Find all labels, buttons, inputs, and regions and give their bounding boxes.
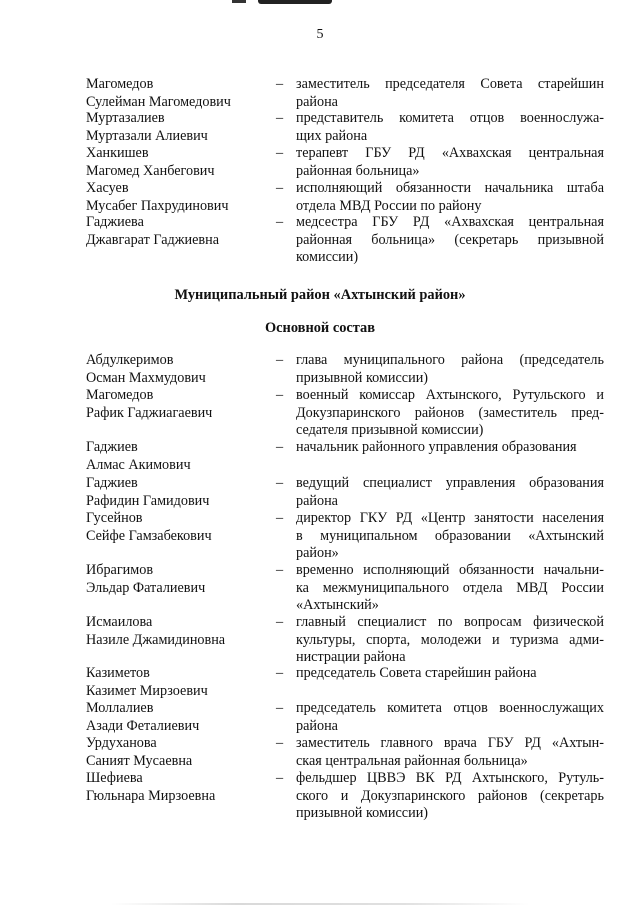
member-name-line: Муртазалиев: [86, 110, 165, 126]
member-position-line: в муниципальном образовании «Ахтынский: [296, 527, 604, 544]
dash-separator: –: [276, 562, 284, 578]
member-name-line: Саният Мусаевна: [86, 752, 193, 769]
member-position-line: комиссии): [296, 249, 359, 265]
dash-separator: –: [276, 145, 284, 161]
section-heading: Муниципальный район «Ахтынский район»: [174, 287, 466, 303]
member-position: [296, 735, 604, 770]
member-position: [296, 562, 604, 615]
member-name-line: Ханкишев: [86, 145, 149, 161]
member-position-line: ского и Докузпаринского районов (секретарь: [296, 787, 604, 804]
member-name-line: Эльдар Фаталиевич: [86, 579, 206, 596]
member-name-line: Назиле Джамидиновна: [86, 631, 226, 648]
member-name-line: Казиметов: [86, 665, 150, 681]
member-name-line: Магомед Ханбегович: [86, 162, 215, 179]
member-position-line: директор ГКУ РД «Центр занятости населения: [296, 510, 604, 526]
member-name-line: Сулейман Магомедович: [86, 93, 231, 110]
page-number: 5: [316, 27, 324, 42]
dash-separator: –: [276, 510, 284, 526]
member-position-line: Докузпаринского районов (заместитель пред-: [296, 404, 604, 421]
dash-separator: –: [276, 76, 284, 92]
member-position-line: седателя призывной комиссии): [296, 422, 484, 438]
member-position: [296, 76, 604, 111]
member-position: [296, 475, 604, 510]
member-name: [86, 110, 266, 145]
subsection-heading: Основной состав: [264, 320, 376, 336]
member-position-line: главный специалист по вопросам физической: [296, 614, 604, 630]
member-name-line: Муртазали Алиевич: [86, 127, 208, 144]
member-name-line: Казимет Мирзоевич: [86, 682, 208, 699]
member-name-line: Джавгарат Гаджиевна: [86, 231, 220, 248]
member-name: [86, 510, 266, 545]
member-position-line: района: [296, 492, 338, 509]
dash-separator: –: [276, 439, 284, 455]
member-position: [296, 614, 604, 667]
member-name-line: Сейфе Гамзабекович: [86, 527, 212, 544]
member-position-line: исполняющий обязанности начальника штаба: [296, 180, 604, 196]
member-position-line: председатель Совета старейшин района: [296, 665, 537, 681]
member-name-line: Гюльнара Мирзоевна: [86, 787, 216, 804]
dash-separator: –: [276, 700, 284, 716]
member-name: [86, 614, 266, 649]
member-position-line: временно исполняющий обязанности начальни-: [296, 562, 604, 578]
member-position-line: призывной комиссии): [296, 805, 429, 821]
member-name-line: Алмас Акимович: [86, 456, 191, 473]
member-name-line: Рафик Гаджиагаевич: [86, 404, 213, 421]
member-position-line: района: [296, 93, 338, 110]
member-position: [296, 180, 604, 215]
member-name-line: Азади Феталиевич: [86, 717, 200, 734]
member-name: [86, 475, 266, 510]
dash-separator: –: [276, 387, 284, 403]
member-name-line: Ибрагимов: [86, 562, 154, 578]
scan-mark: [258, 0, 332, 4]
member-position-line: районная больница» (секретарь призывной: [296, 231, 604, 248]
member-name-line: Мусабег Пахрудинович: [86, 197, 229, 214]
member-position-line: глава муниципального района (председатель: [296, 352, 604, 368]
dash-separator: –: [276, 735, 284, 751]
dash-separator: –: [276, 665, 284, 681]
member-position-line: заместитель председателя Совета старейшин: [296, 76, 604, 92]
member-position-line: района: [296, 717, 338, 734]
member-position-line: военный комиссар Ахтынского, Рутульского и: [296, 387, 604, 403]
member-name: [86, 352, 266, 387]
member-name: [86, 439, 266, 474]
dash-separator: –: [276, 214, 284, 230]
member-position-line: район»: [296, 545, 339, 561]
member-position-line: фельдшер ЦВВЭ ВК РД Ахтынского, Рутуль-: [296, 770, 604, 786]
member-position: [296, 439, 604, 457]
dash-separator: –: [276, 110, 284, 126]
member-position-line: председатель комитета отцов военнослужащих: [296, 700, 604, 716]
dash-separator: –: [276, 770, 284, 786]
dash-separator: –: [276, 475, 284, 491]
member-name-line: Исмаилова: [86, 614, 153, 630]
member-name-line: Гаджиев: [86, 439, 138, 455]
member-name-line: Магомедов: [86, 76, 154, 92]
dash-separator: –: [276, 352, 284, 368]
scan-mark: [232, 0, 246, 3]
member-name-line: Гусейнов: [86, 510, 143, 526]
member-name: [86, 180, 266, 215]
member-name: [86, 700, 266, 735]
member-position-line: «Ахтынский»: [296, 597, 379, 613]
member-name: [86, 562, 266, 597]
member-position: [296, 700, 604, 735]
dash-separator: –: [276, 180, 284, 196]
member-name: [86, 665, 266, 700]
member-position-line: нистрации района: [296, 649, 406, 665]
member-name: [86, 214, 266, 249]
member-position-line: ка межмуниципального отдела МВД России: [296, 579, 604, 596]
member-position-line: районная больница»: [296, 162, 420, 179]
member-name-line: Гаджиева: [86, 214, 144, 230]
member-position-line: призывной комиссии): [296, 369, 429, 386]
member-position: [296, 387, 604, 440]
member-name: [86, 387, 266, 422]
member-position-line: культуры, спорта, молодежи и туризма адми-: [296, 631, 604, 648]
member-name-line: Гаджиев: [86, 475, 138, 491]
member-position-line: медсестра ГБУ РД «Ахвахская центральная: [296, 214, 604, 230]
member-name: [86, 735, 266, 770]
member-position-line: отдела МВД России по району: [296, 197, 482, 214]
member-name: [86, 76, 266, 111]
member-position: [296, 352, 604, 387]
member-position: [296, 110, 604, 145]
member-name-line: Рафидин Гамидович: [86, 492, 210, 509]
member-name: [86, 770, 266, 805]
member-name: [86, 145, 266, 180]
member-position: [296, 665, 604, 683]
member-position-line: представитель комитета отцов военнослужа-: [296, 110, 604, 126]
member-position: [296, 145, 604, 180]
member-name-line: Абдулкеримов: [86, 352, 174, 368]
member-position: [296, 214, 604, 267]
member-name-line: Магомедов: [86, 387, 154, 403]
member-name-line: Осман Махмудович: [86, 369, 206, 386]
member-position: [296, 770, 604, 823]
member-position-line: заместитель главного врача ГБУ РД «Ахтын-: [296, 735, 604, 751]
member-position-line: начальник районного управления образования: [296, 439, 577, 455]
member-position: [296, 510, 604, 563]
member-position-line: терапевт ГБУ РД «Ахвахская центральная: [296, 145, 604, 161]
member-name-line: Шефиева: [86, 770, 143, 786]
member-position-line: ская центральная районная больница»: [296, 752, 528, 769]
member-name-line: Хасуев: [86, 180, 129, 196]
dash-separator: –: [276, 614, 284, 630]
member-name-line: Моллалиев: [86, 700, 154, 716]
member-position-line: щих района: [296, 127, 368, 144]
member-position-line: ведущий специалист управления образования: [296, 475, 604, 491]
member-name-line: Урдуханова: [86, 735, 157, 751]
